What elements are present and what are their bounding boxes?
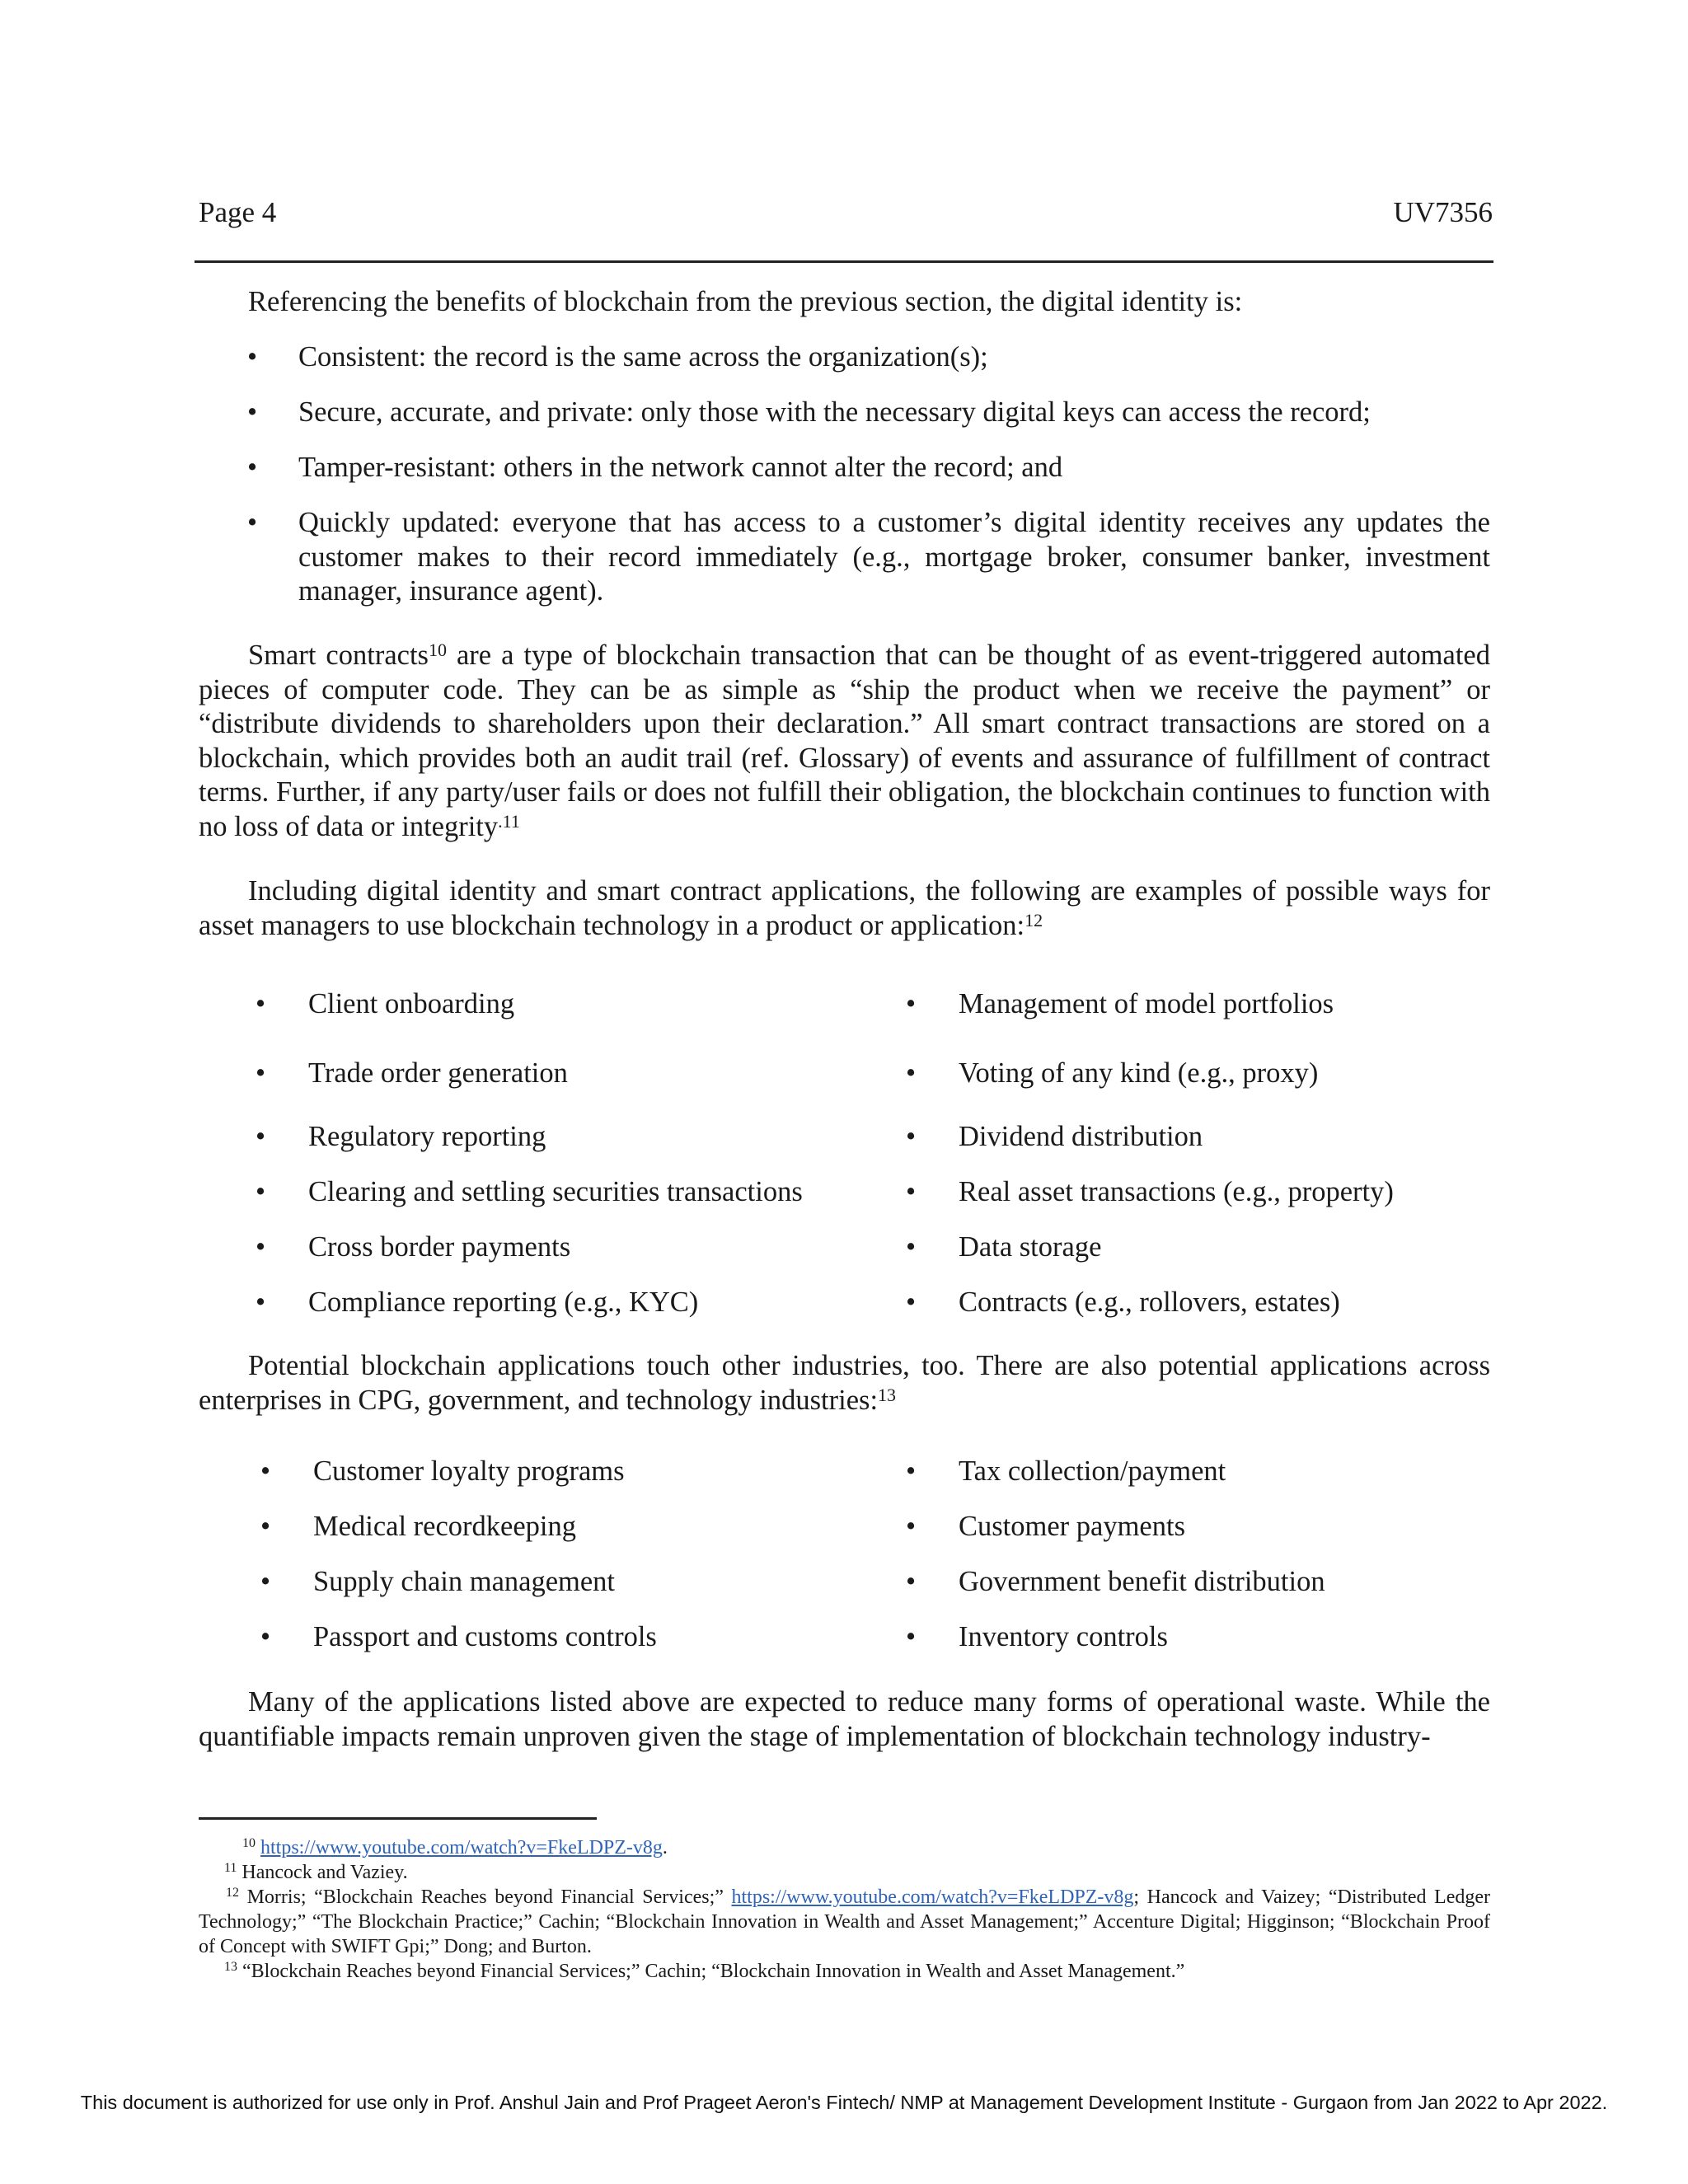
smart-contracts-lead: Smart contracts (248, 640, 429, 671)
bullet-icon: • (256, 1231, 266, 1263)
benefit-text: Consistent: the record is the same across the organization(s); (298, 341, 988, 373)
footnote-13 (224, 1959, 1490, 1984)
footnote-ref-13: 13 (878, 1384, 897, 1405)
bullet-icon: • (260, 1566, 271, 1597)
list-item (247, 396, 1490, 430)
list-item-text: Inventory controls (959, 1621, 1168, 1652)
footnote-number: 10 (242, 1836, 256, 1850)
footnote-number: 11 (224, 1861, 237, 1875)
footnote-12 (199, 1885, 1490, 1959)
list-item-text: Management of model portfolios (959, 988, 1334, 1019)
list-item-text: Voting of any kind (e.g., proxy) (959, 1057, 1319, 1089)
list-item-text: Trade order generation (308, 1057, 568, 1089)
bullet-icon: • (256, 1176, 266, 1207)
bullet-icon: • (256, 1121, 266, 1152)
bullet-icon: • (906, 1231, 917, 1263)
industries-paragraph (199, 1349, 1490, 1418)
asset-managers-text: Including digital identity and smart contract applications, the following are examples of possible ways for asset managers to use blockchain technology in a product or application: (199, 875, 1490, 941)
bullet-icon: • (906, 1176, 917, 1207)
industries-text: Potential blockchain applications touch other industries, too. There are also potential applications across enterprises in CPG, government, and technology industries: (199, 1350, 1490, 1416)
list-item-text: Tax collection/payment (959, 1455, 1226, 1487)
footnote-number: 13 (224, 1960, 237, 1974)
list-item-text: Government benefit distribution (959, 1566, 1325, 1597)
header-rule (195, 260, 1493, 263)
list-item-text: Passport and customs controls (313, 1621, 657, 1652)
bullet-icon: • (906, 1511, 917, 1542)
footnote-text: . (662, 1837, 668, 1858)
bullet-icon: • (906, 988, 917, 1019)
list-item-text: Compliance reporting (e.g., KYC) (308, 1286, 699, 1318)
list-item-text: Clearing and settling securities transactions (308, 1176, 803, 1207)
bullet-icon: • (256, 988, 266, 1019)
footnote-rule (199, 1817, 597, 1820)
footnote-link[interactable]: https://www.youtube.com/watch?v=FkeLDPZ-v8g (260, 1837, 663, 1858)
case-code: UV7356 (1393, 196, 1493, 228)
list-item-text: Supply chain management (313, 1566, 615, 1597)
footnote-text: Hancock and Vaziey. (241, 1862, 408, 1883)
footnote-11 (224, 1860, 1490, 1885)
smart-contracts-paragraph (199, 639, 1490, 844)
footnote-link[interactable]: https://www.youtube.com/watch?v=FkeLDPZ-v8g (731, 1886, 1134, 1908)
footnote-10 (242, 1835, 1490, 1860)
list-item-text: Customer payments (959, 1511, 1186, 1542)
bullet-icon: • (906, 1286, 917, 1318)
bullet-icon: • (906, 1121, 917, 1152)
authorization-notice: This document is authorized for use only in Prof. Anshul Jain and Prof Prageet Aeron's Fintech/ NMP at Management Development Institute - Gurgaon from Jan 2022 to Apr 2022. (80, 2092, 1608, 2113)
list-item-text: Cross border payments (308, 1231, 571, 1263)
list-item (247, 451, 1490, 485)
intro-paragraph: Referencing the benefits of blockchain from the previous section, the digital identity is: (248, 286, 1243, 317)
bullet-icon: • (247, 396, 258, 428)
footnote-text: ; Hancock and Vaizey; “Distributed Ledger Technology;” “The Blockchain Practice;” Cachin; “Blockchain Innovation in Wealth and Asset Management;” Accenture Digital; Higginson; “Blockchain Proof of Concept with SWIFT Gpi;” Dong; and Burton. (199, 1886, 1491, 1957)
bullet-icon: • (906, 1455, 917, 1487)
page-number: Page 4 (199, 196, 277, 228)
benefit-text: Tamper-resistant: others in the network cannot alter the record; and (298, 452, 1063, 483)
bullet-icon: • (247, 507, 258, 538)
bullet-icon: • (260, 1455, 271, 1487)
smart-contracts-text: are a type of blockchain transaction that can be thought of as event-triggered automated pieces of computer code. They can be as simple as “ship the product when we receive the payment” or “distribute dividends to shareholders upon their declaration.” All smart contract transactions are stored on a blockchain, which provides both an audit trail (ref. Glossary) of events and assurance of fulfillment of contract terms. Further, if any party/user fails or does not fulfill their obligation, the blockchain continues to function with no loss of data or integrity (199, 640, 1490, 842)
footnote-ref-10: 10 (428, 640, 447, 660)
list-item-text: Data storage (959, 1231, 1102, 1263)
asset-managers-paragraph (199, 874, 1490, 943)
bullet-icon: • (260, 1621, 271, 1652)
benefit-text: Quickly updated: everyone that has access to a customer’s digital identity receives any updates the customer makes to their record immediately (e.g., mortgage broker, consumer banker, investment manager, insurance agent). (298, 507, 1490, 607)
list-item-text: Contracts (e.g., rollovers, estates) (959, 1286, 1340, 1318)
benefit-text: Secure, accurate, and private: only those with the necessary digital keys can access the record; (298, 396, 1371, 428)
list-item (247, 340, 1490, 375)
closing-paragraph: Many of the applications listed above are expected to reduce many forms of operational waste. While the quantifiable impacts remain unproven given the stage of implementation of blockchain technology industry- (199, 1686, 1490, 1752)
list-item (247, 506, 1490, 609)
bullet-icon: • (256, 1057, 266, 1089)
list-item-text: Client onboarding (308, 988, 515, 1019)
list-item-text: Customer loyalty programs (313, 1455, 625, 1487)
list-item-text: Real asset transactions (e.g., property) (959, 1176, 1394, 1207)
footnote-number: 12 (226, 1886, 239, 1900)
footnote-text: Morris; “Blockchain Reaches beyond Financial Services;” (246, 1886, 732, 1908)
list-item-text: Medical recordkeeping (313, 1511, 576, 1542)
bullet-icon: • (906, 1057, 917, 1089)
list-item-text: Regulatory reporting (308, 1121, 546, 1152)
bullet-icon: • (260, 1511, 271, 1542)
footnote-ref-12: 12 (1025, 909, 1043, 930)
footnote-text: “Blockchain Reaches beyond Financial Services;” Cachin; “Blockchain Innovation in Wealth and Asset Management.” (242, 1961, 1185, 1982)
bullet-icon: • (906, 1566, 917, 1597)
footnote-ref-11: .11 (498, 810, 520, 832)
bullet-icon: • (247, 452, 258, 483)
list-item-text: Dividend distribution (959, 1121, 1203, 1152)
bullet-icon: • (256, 1286, 266, 1318)
bullet-icon: • (247, 341, 258, 373)
bullet-icon: • (906, 1621, 917, 1652)
